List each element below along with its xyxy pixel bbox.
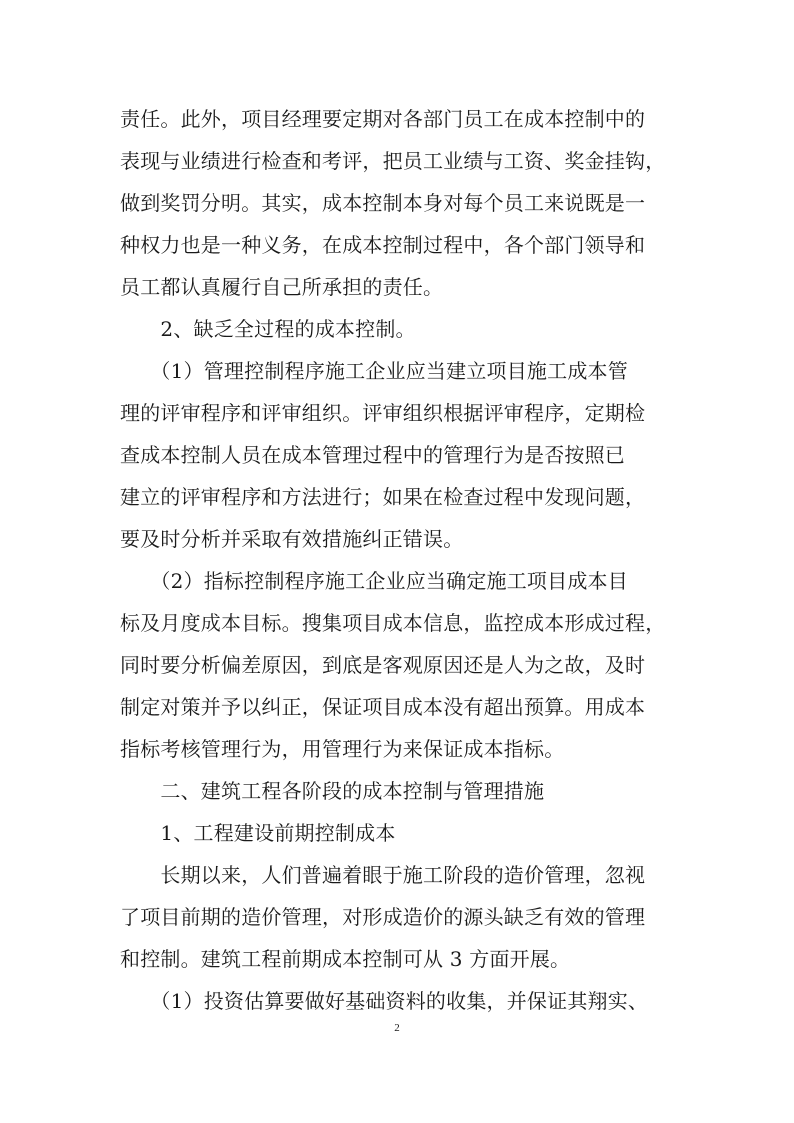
section-heading: 二、建筑工程各阶段的成本控制与管理措施: [120, 779, 545, 803]
text-line: 建立的评审程序和方法进行；如果在检查过程中发现问题，: [120, 485, 646, 509]
text-line: （2）指标控制程序施工企业应当确定施工项目成本目: [120, 569, 628, 593]
text-line: 同时要分析偏差原因，到底是客观原因还是人为之故，及时: [120, 653, 646, 677]
text-line: 表现与业绩进行检查和考评，把员工业绩与工资、奖金挂钩，: [120, 149, 666, 173]
page-number: 2: [394, 1022, 400, 1034]
text-line: 标及月度成本目标。搜集项目成本信息，监控成本形成过程，: [120, 611, 666, 635]
text-line: 员工都认真履行自己所承担的责任。: [120, 275, 444, 299]
text-line: （1）投资估算要做好基础资料的收集，并保证其翔实、: [120, 989, 649, 1013]
text-line: 要及时分析并采取有效措施纠正错误。: [120, 527, 464, 551]
text-line: 和控制。建筑工程前期成本控制可从 3 方面开展。: [120, 947, 571, 971]
text-line: 理的评审程序和评审组织。评审组织根据评审程序，定期检: [120, 401, 646, 425]
text-line: 做到奖罚分明。其实，成本控制本身对每个员工来说既是一: [120, 191, 646, 215]
text-line: （1）管理控制程序施工企业应当建立项目施工成本管: [120, 359, 628, 383]
subsection-heading: 1、工程建设前期控制成本: [120, 821, 396, 845]
section-heading: 2、缺乏全过程的成本控制。: [120, 317, 416, 341]
body-text: [120, 98, 680, 1022]
text-line: 种权力也是一种义务，在成本控制过程中，各个部门领导和: [120, 233, 646, 257]
text-line: 指标考核管理行为，用管理行为来保证成本指标。: [120, 737, 565, 761]
text-line: 责任。此外，项目经理要定期对各部门员工在成本控制中的: [120, 107, 646, 131]
text-line: 制定对策并予以纠正，保证项目成本没有超出预算。用成本: [120, 695, 646, 719]
text-line: 查成本控制人员在成本管理过程中的管理行为是否按照已: [120, 443, 625, 467]
text-line: 了项目前期的造价管理，对形成造价的源头缺乏有效的管理: [120, 905, 646, 929]
text-line: 长期以来，人们普遍着眼于施工阶段的造价管理，忽视: [120, 863, 646, 887]
